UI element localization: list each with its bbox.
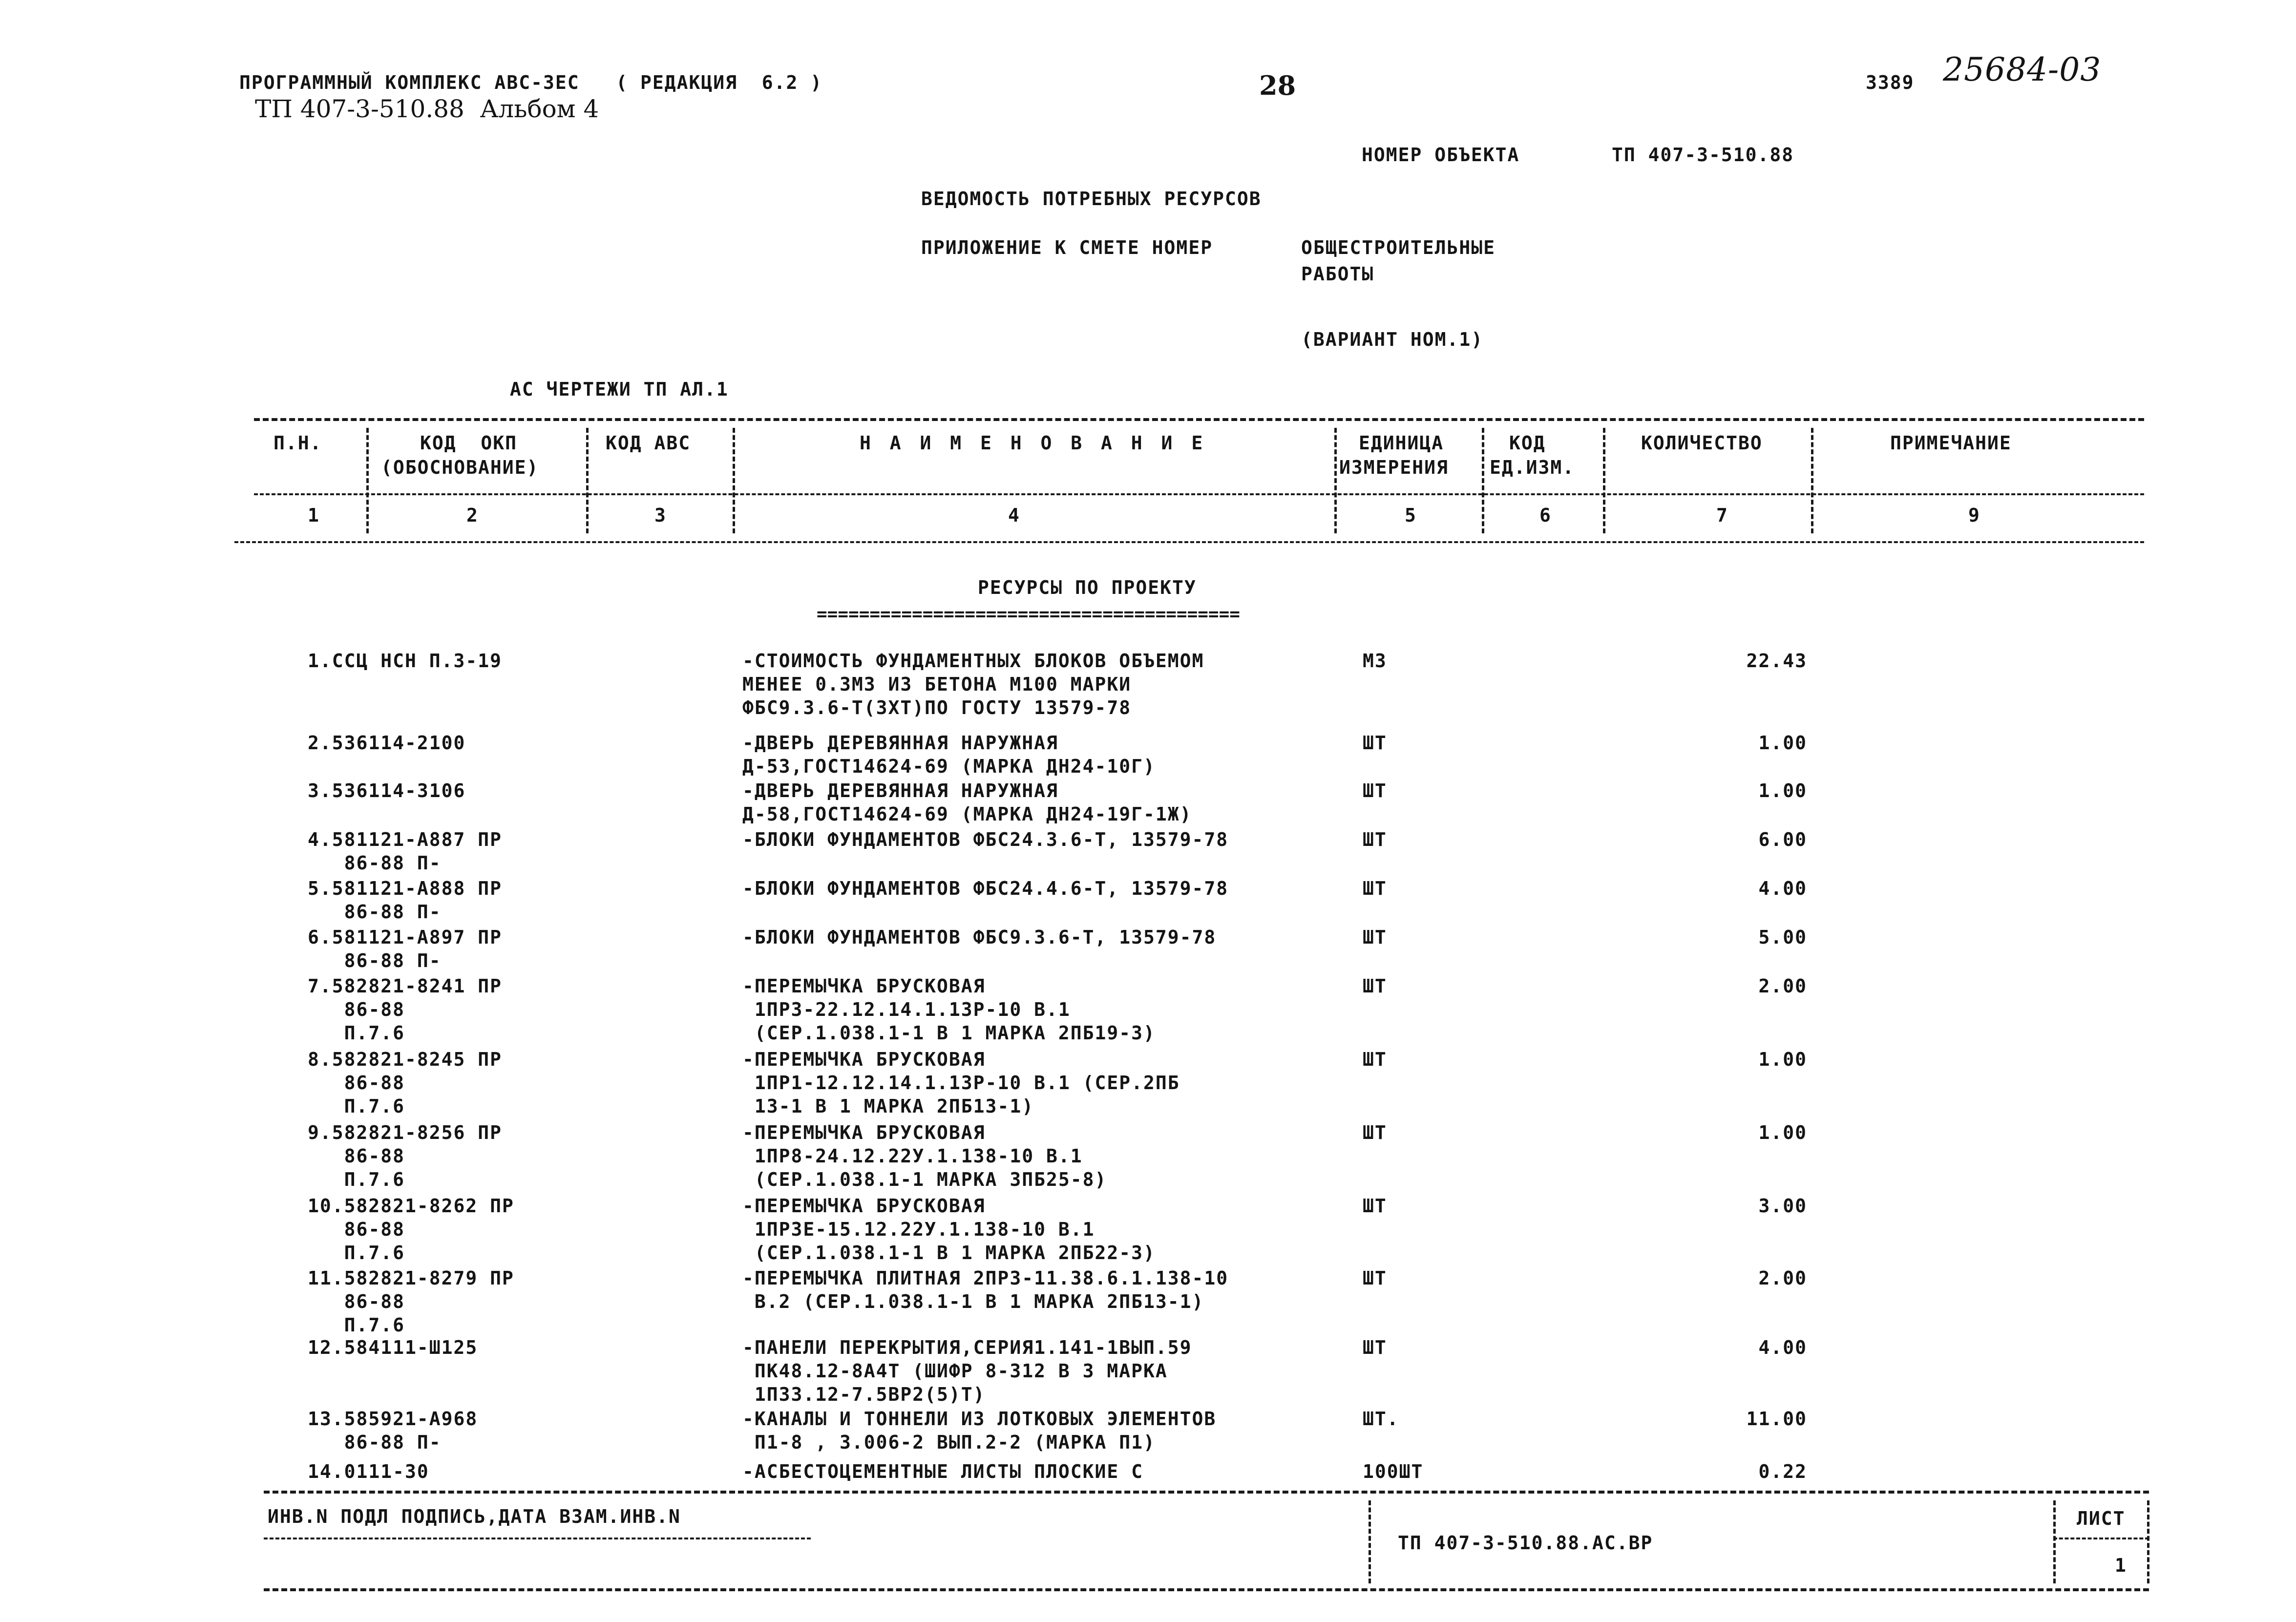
row-num-code: 86-88 П-: [308, 852, 442, 874]
row-name: -ПЕРЕМЫЧКА ПЛИТНАЯ 2ПР3-11.38.6.1.138-10: [742, 1267, 1229, 1289]
doc-code-top: 3389: [1866, 72, 1915, 93]
row-quantity: 1.00: [1758, 780, 1807, 801]
program-line: ПРОГРАММНЫЙ КОМПЛЕКС АВС-3ЕС ( РЕДАКЦИЯ 6.2 ): [239, 72, 823, 93]
col-header-name: Н А И М Е Н О В А Н И Е: [860, 432, 1207, 454]
row-name: ПК48.12-8А4Т (ШИФР 8-312 В 3 МАРКА: [742, 1360, 1168, 1382]
col-header-pn: П.Н.: [274, 432, 322, 454]
table-colnum-rule: [234, 541, 2144, 543]
col-header-unit-code: КОД: [1509, 432, 1546, 454]
col-divider-3: [733, 428, 735, 533]
row-num-code: 9.582821-8256 ПР: [308, 1122, 503, 1143]
variant-label: (ВАРИАНТ НОМ.1): [1301, 329, 1484, 350]
section-title: РЕСУРСЫ ПО ПРОЕКТУ: [978, 577, 1197, 598]
row-unit: ШТ: [1363, 1049, 1387, 1070]
row-num-code: 7.582821-8241 ПР: [308, 975, 503, 997]
row-name: -БЛОКИ ФУНДАМЕНТОВ ФБС24.3.6-Т, 13579-78: [742, 829, 1229, 850]
row-name: 1ПР3Е-15.12.22У.1.138-10 В.1: [742, 1219, 1095, 1240]
footer-doc-code: ТП 407-3-510.88.АС.ВР: [1398, 1532, 1653, 1554]
row-num-code: 10.582821-8262 ПР: [308, 1195, 514, 1217]
row-num-code: 86-88: [308, 1072, 405, 1094]
footer-sheet-rule: [2053, 1538, 2149, 1539]
row-unit: М3: [1363, 650, 1387, 672]
row-name: -ДВЕРЬ ДЕРЕВЯННАЯ НАРУЖНАЯ: [742, 732, 1058, 754]
row-quantity: 5.00: [1758, 927, 1807, 948]
row-num-code: 1.ССЦ НСН П.3-19: [308, 650, 503, 672]
row-num-code: П.7.6: [308, 1314, 405, 1336]
footer-mid-rule: [264, 1538, 811, 1539]
row-quantity: 22.43: [1746, 650, 1807, 672]
appendix-value-2: РАБОТЫ: [1301, 263, 1374, 285]
row-unit: ШТ: [1363, 1337, 1387, 1358]
row-num-code: 12.584111-Ш125: [308, 1337, 478, 1358]
row-unit: ШТ: [1363, 975, 1387, 997]
row-num-code: 3.536114-3106: [308, 780, 466, 801]
row-num-code: 2.536114-2100: [308, 732, 466, 754]
stamp-header: ИНВ.N ПОДЛ ПОДПИСЬ,ДАТА ВЗАМ.ИНВ.N: [268, 1506, 681, 1527]
row-num-code: 13.585921-А968: [308, 1408, 478, 1430]
row-name: 1ПР3-22.12.14.1.13Р-10 В.1: [742, 999, 1071, 1020]
row-unit: ШТ: [1363, 1195, 1387, 1217]
row-quantity: 1.00: [1758, 732, 1807, 754]
row-num-code: П.7.6: [308, 1022, 405, 1044]
row-num-code: П.7.6: [308, 1169, 405, 1190]
row-num-code: 86-88 П-: [308, 1432, 442, 1453]
row-num-code: П.7.6: [308, 1095, 405, 1117]
row-num-code: 86-88 П-: [308, 950, 442, 971]
col-number-9: 9: [1968, 505, 1980, 526]
row-name: (СЕР.1.038.1-1 МАРКА 3ПБ25-8): [742, 1169, 1107, 1190]
row-num-code: 4.581121-А887 ПР: [308, 829, 503, 850]
row-num-code: П.7.6: [308, 1242, 405, 1264]
row-name: (СЕР.1.038.1-1 В 1 МАРКА 2ПБ22-3): [742, 1242, 1156, 1264]
row-name: МЕНЕЕ 0.3М3 ИЗ БЕТОНА М100 МАРКИ: [742, 674, 1132, 695]
sheet-label: ЛИСТ: [2077, 1508, 2126, 1529]
row-quantity: 2.00: [1758, 1267, 1807, 1289]
row-name: В.2 (СЕР.1.038.1-1 В 1 МАРКА 2ПБ13-1): [742, 1291, 1204, 1312]
row-name: П1-8 , 3.006-2 ВЫП.2-2 (МАРКА П1): [742, 1432, 1156, 1453]
col-divider-2: [586, 428, 589, 533]
row-quantity: 4.00: [1758, 1337, 1807, 1358]
section-title-underline: ========================================: [817, 604, 1240, 624]
footer-divider-edge: [2147, 1500, 2149, 1583]
row-unit: ШТ: [1363, 829, 1387, 850]
row-unit: ШТ: [1363, 732, 1387, 754]
col-header-unit-code-sub: ЕД.ИЗМ.: [1490, 457, 1575, 478]
row-quantity: 4.00: [1758, 878, 1807, 899]
col-number-6: 6: [1539, 505, 1552, 526]
handwritten-number: 25684-03: [1943, 51, 2102, 88]
album-line: ТП 407-3-510.88 Альбом 4: [255, 95, 599, 123]
col-number-7: 7: [1716, 505, 1728, 526]
row-quantity: 6.00: [1758, 829, 1807, 850]
row-num-code: 8.582821-8245 ПР: [308, 1049, 503, 1070]
col-number-5: 5: [1405, 505, 1417, 526]
row-name: Д-58,ГОСТ14624-69 (МАРКА ДН24-19Г-1Ж): [742, 803, 1192, 825]
object-number-value: ТП 407-3-510.88: [1612, 144, 1794, 166]
footer-divider-right: [2053, 1500, 2056, 1583]
row-num-code: 86-88: [308, 1291, 405, 1312]
row-num-code: 86-88 П-: [308, 901, 442, 923]
row-name: 1П33.12-7.5ВР2(5)Т): [742, 1384, 986, 1405]
row-name: Д-53,ГОСТ14624-69 (МАРКА ДН24-10Г): [742, 756, 1156, 777]
row-num-code: 11.582821-8279 ПР: [308, 1267, 514, 1289]
row-name: -ПЕРЕМЫЧКА БРУСКОВАЯ: [742, 975, 986, 997]
row-name: -БЛОКИ ФУНДАМЕНТОВ ФБС24.4.6-Т, 13579-78: [742, 878, 1229, 899]
row-name: 13-1 В 1 МАРКА 2ПБ13-1): [742, 1095, 1034, 1117]
footer-bottom-rule: [264, 1588, 2149, 1591]
appendix-value-1: ОБЩЕСТРОИТЕЛЬНЫЕ: [1301, 237, 1496, 258]
row-num-code: 14.0111-30: [308, 1461, 429, 1482]
row-name: -ПЕРЕМЫЧКА БРУСКОВАЯ: [742, 1122, 986, 1143]
row-unit: ШТ: [1363, 1267, 1387, 1289]
col-header-unit-sub: ИЗМЕРЕНИЯ: [1339, 457, 1449, 478]
col-number-2: 2: [466, 505, 479, 526]
row-unit: ШТ: [1363, 780, 1387, 801]
row-name: -ПАНЕЛИ ПЕРЕКРЫТИЯ,СЕРИЯ1.141-1ВЫП.59: [742, 1337, 1192, 1358]
row-unit: ШТ: [1363, 1122, 1387, 1143]
row-unit: ШТ.: [1363, 1408, 1399, 1430]
row-name: 1ПР8-24.12.22У.1.138-10 В.1: [742, 1145, 1083, 1167]
row-num-code: 86-88: [308, 1219, 405, 1240]
row-unit: ШТ: [1363, 927, 1387, 948]
col-header-code-okp: КОД ОКП: [420, 432, 518, 454]
col-number-3: 3: [654, 505, 667, 526]
col-number-4: 4: [1008, 505, 1020, 526]
sheet-value: 1: [2115, 1555, 2127, 1576]
row-unit: ШТ: [1363, 878, 1387, 899]
row-unit: 100ШТ: [1363, 1461, 1424, 1482]
row-quantity: 2.00: [1758, 975, 1807, 997]
appendix-label: ПРИЛОЖЕНИЕ К СМЕТЕ НОМЕР: [921, 237, 1213, 258]
row-quantity: 0.22: [1758, 1461, 1807, 1482]
col-divider-7: [1811, 428, 1813, 533]
col-header-note: ПРИМЕЧАНИЕ: [1890, 432, 2012, 454]
footer-divider-left: [1369, 1500, 1371, 1583]
row-quantity: 1.00: [1758, 1049, 1807, 1070]
row-quantity: 11.00: [1746, 1408, 1807, 1430]
row-quantity: 3.00: [1758, 1195, 1807, 1217]
table-header-rule: [254, 493, 2144, 495]
row-num-code: 6.581121-А897 ПР: [308, 927, 503, 948]
row-num-code: 86-88: [308, 1145, 405, 1167]
col-divider-1: [366, 428, 369, 533]
row-name: -БЛОКИ ФУНДАМЕНТОВ ФБС9.3.6-Т, 13579-78: [742, 927, 1217, 948]
row-name: -ПЕРЕМЫЧКА БРУСКОВАЯ: [742, 1049, 986, 1070]
row-quantity: 1.00: [1758, 1122, 1807, 1143]
col-divider-6: [1603, 428, 1605, 533]
row-name: -КАНАЛЫ И ТОННЕЛИ ИЗ ЛОТКОВЫХ ЭЛЕМЕНТОВ: [742, 1408, 1217, 1430]
col-header-unit: ЕДИНИЦА: [1359, 432, 1444, 454]
row-name: ФБС9.3.6-Т(3ХТ)ПО ГОСТУ 13579-78: [742, 697, 1132, 718]
col-header-code-okp-sub: (ОБОСНОВАНИЕ): [381, 457, 539, 478]
row-name: -ДВЕРЬ ДЕРЕВЯННАЯ НАРУЖНАЯ: [742, 780, 1058, 801]
row-num-code: 5.581121-А888 ПР: [308, 878, 503, 899]
table-top-rule: [254, 418, 2144, 421]
row-name: -АСБЕСТОЦЕМЕНТНЫЕ ЛИСТЫ ПЛОСКИЕ С: [742, 1461, 1143, 1482]
row-num-code: 86-88: [308, 999, 405, 1020]
document-title: ВЕДОМОСТЬ ПОТРЕБНЫХ РЕСУРСОВ: [921, 188, 1262, 210]
col-number-1: 1: [308, 505, 320, 526]
section-label: АС ЧЕРТЕЖИ ТП АЛ.1: [510, 379, 729, 400]
page-number: 28: [1259, 70, 1296, 101]
row-name: -СТОИМОСТЬ ФУНДАМЕНТНЫХ БЛОКОВ ОБЪЕМОМ: [742, 650, 1204, 672]
col-header-code-avs: КОД АВС: [606, 432, 691, 454]
row-name: (СЕР.1.038.1-1 В 1 МАРКА 2ПБ19-3): [742, 1022, 1156, 1044]
col-divider-5: [1482, 428, 1484, 533]
object-number-label: НОМЕР ОБЪЕКТА: [1362, 144, 1520, 166]
row-name: -ПЕРЕМЫЧКА БРУСКОВАЯ: [742, 1195, 986, 1217]
col-divider-4: [1334, 428, 1337, 533]
footer-top-rule: [264, 1491, 2149, 1494]
row-name: 1ПР1-12.12.14.1.13Р-10 В.1 (СЕР.2ПБ: [742, 1072, 1180, 1094]
col-header-quantity: КОЛИЧЕСТВО: [1641, 432, 1763, 454]
